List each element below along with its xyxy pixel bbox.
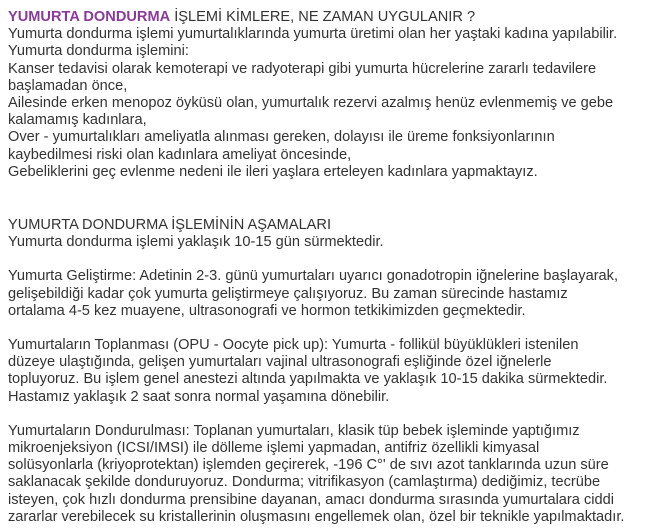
spacer — [8, 181, 639, 217]
text-line: Yumurta dondurma işlemi yaklaşık 10-15 gün sürmektedir. — [8, 234, 384, 251]
spacer — [8, 251, 639, 268]
text-line: saklanacak şekilde donduruyoruz. Dondurma; vitrifikasyon (camlaştırma) dediğimiz, tecrübe — [8, 474, 601, 491]
text-line: başlamadan önce, — [8, 77, 128, 94]
spacer — [8, 320, 639, 337]
text-line: Kanser tedavisi olarak kemoterapi ve radyoterapi gibi yumurta hücrelerine zararlı tedavilere — [8, 60, 597, 77]
text-line: Over - yumurtalıkları ameliyatla alınması gereken, dolayısı ile üreme fonksiyonlarının — [8, 129, 555, 146]
text-line: zararlar verebilecek su kristallerinin oluşmasını engellemek olan, özel bir teknikle yapılmaktadır. — [8, 508, 625, 525]
text-line: Yumurta Geliştirme: Adetinin 2-3. günü yumurtaları uyarıcı gonadotropin iğnelerine başlayarak, — [8, 268, 619, 285]
text-line: Yumurta dondurma işlemi yumurtalıklarında yumurta üretimi olan her yaştaki kadına yapılabilir. — [8, 26, 618, 43]
text-line: topluyoruz. Bu işlem genel anestezi altında yapılmakta ve yaklaşık 10-15 dakika sürmektedir. — [8, 371, 608, 388]
text-line: Gebeliklerini geç evlenme nedeni ile ileri yaşlara erteleyen kadınlara yapmaktayız. — [8, 163, 538, 180]
text-line: Ailesinde erken menopoz öyküsü olan, yumurtalık rezervi azalmış henüz evlenmemiş ve gebe — [8, 95, 614, 112]
text-line: gelişebildiği kadar çok yumurta geliştirmeye çalışıyoruz. Bu zaman sürecinde hastamız — [8, 285, 568, 302]
text-line: solüsyonlarla (kriyoprotektan) işlemden geçirerek, -196 C°' de sıvı azot tanklarında uzun süre — [8, 457, 609, 474]
title-rest: İŞLEMİ KİMLERE, NE ZAMAN UYGULANIR ? — [170, 9, 476, 25]
text-line: isteyen, çok hızlı dondurma prensibine dayanan, amacı dondurma sırasında yumurtalara ciddi — [8, 491, 614, 508]
text-line: Yumurtaların Toplanması (OPU - Oocyte pick up): Yumurta - follikül büyüklükleri istenilen — [8, 337, 579, 354]
text-line: kaybedilmesi riski olan kadınlara ameliyat öncesinde, — [8, 146, 352, 163]
spacer — [8, 406, 639, 423]
section-title-who — [8, 9, 639, 26]
text-line: Hastamız yaklaşık 2 saat sonra normal yaşamına dönebilir. — [8, 388, 390, 405]
text-line: Yumurta dondurma işlemini: — [8, 43, 189, 60]
text-line: kalamamış kadınlara, — [8, 112, 147, 129]
text-line: Yumurtaların Dondurulması: Toplanan yumurtaları, klasik tüp bebek işleminde yaptığımız — [8, 422, 580, 439]
text-line: mikroenjeksiyon (ICSI/IMSI) ile dölleme işlemi yapmadan, antifriz özellikli kimyasal — [8, 440, 540, 457]
text-line: ortalama 4-5 kez muayene, ultrasonografi ve hormon tetkikimizden geçmektedir. — [8, 302, 526, 319]
text-line: düzeye ulaştığında, gelişen yumurtaları vajinal ultrasonografi eşliğinde özel iğnelerle — [8, 354, 552, 371]
section-title-stages: YUMURTA DONDURMA İŞLEMİNİN AŞAMALARI — [8, 217, 332, 234]
title-highlight: YUMURTA DONDURMA — [8, 9, 171, 25]
